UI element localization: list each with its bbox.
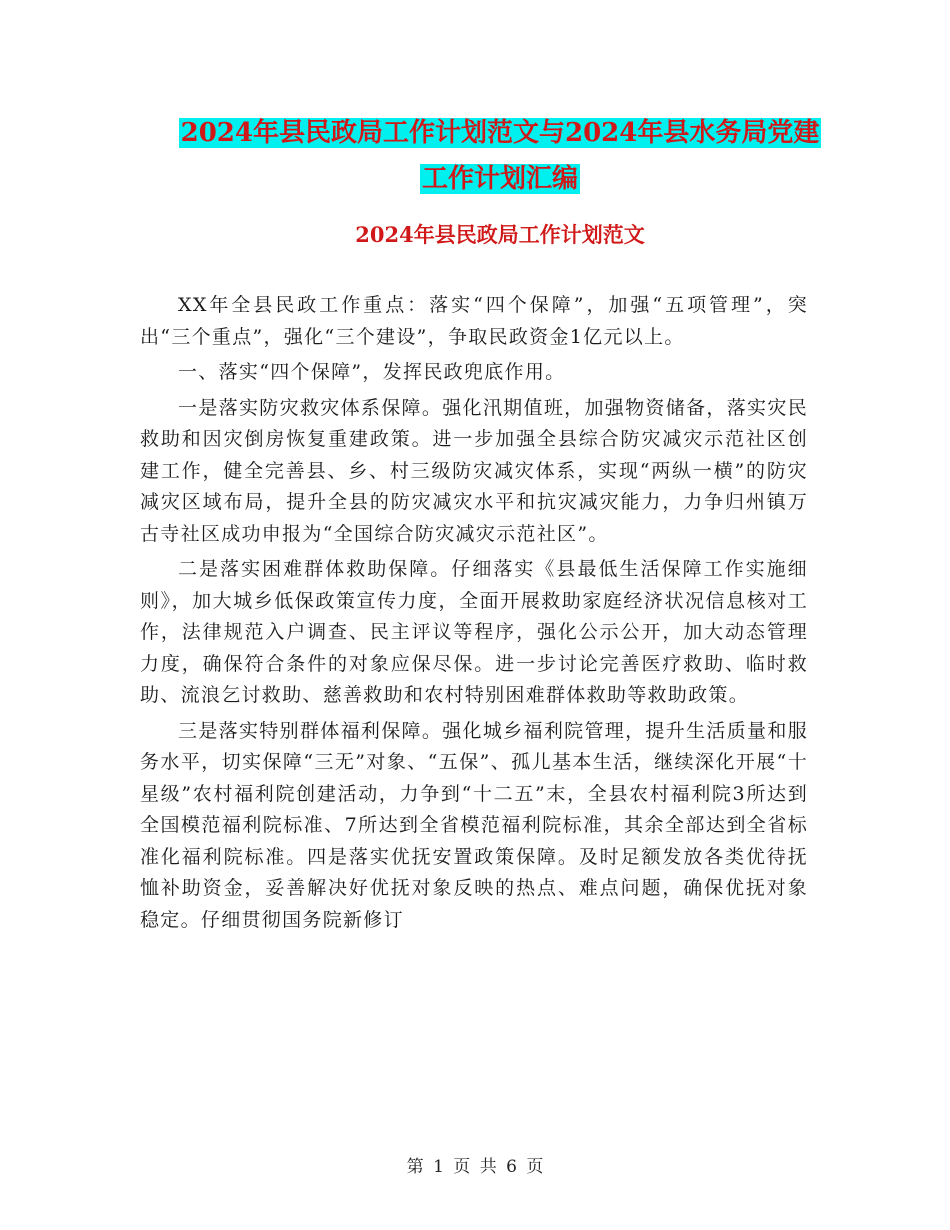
document-title-line-1: 2024年县民政局工作计划范文与2024年县水务局党建 bbox=[180, 118, 820, 148]
section-title: 2024年县民政局工作计划范文 bbox=[355, 222, 645, 247]
body-paragraph: 二是落实困难群体救助保障。仔细落实《县最低生活保障工作实施细则》，加大城乡低保政策宣传力度，全面开展救助家庭经济状况信息核对工作，法律规范入户调查、民主评议等程序，强化公示公开，加大动态管理力度，确保符合条件的对象应保尽保。进一步讨论完善医疗救助、临时救助、流浪乞讨救助、慈善救助和农村特别困难群体救助等救助政策。 bbox=[140, 558, 808, 706]
body-paragraph: XX年全县民政工作重点：落实“四个保障”，加强“五项管理”，突出“三个重点”，强化“三个建设”，争取民政资金1亿元以上。 bbox=[140, 294, 808, 348]
page-number-footer: 第 1 页 共 6 页 bbox=[406, 1157, 544, 1177]
document-title-line-2: 工作计划汇编 bbox=[421, 164, 578, 194]
body-paragraph: 一、落实“四个保障”，发挥民政兜底作用。 bbox=[178, 361, 566, 383]
body-paragraph: 三是落实特别群体福利保障。强化城乡福利院管理，提升生活质量和服务水平，切实保障“三无”对象、“五保”、孤儿基本生活，继续深化开展“十星级”农村福利院创建活动，力争到“十二五”末，全县农村福利院3所达到全国模范福利院标准、7所达到全省模范福利院标准，其余全部达到全省标准化福利院标准。四是落实优抚安置政策保障。及时足额发放各类优待抚恤补助资金，妥善解决好优抚对象反映的热点、难点问题，确保优抚对象稳定。仔细贯彻国务院新修订 bbox=[140, 719, 808, 931]
document-body bbox=[140, 290, 808, 940]
body-paragraph: 一是落实防灾救灾体系保障。强化汛期值班，加强物资储备，落实灾民救助和因灾倒房恢复重建政策。进一步加强全县综合防灾减灾示范社区创建工作，健全完善县、乡、村三级防灾减灾体系，实现“两纵一横”的防灾减灾区域布局，提升全县的防灾减灾水平和抗灾减灾能力，力争归州镇万古寺社区成功申报为“全国综合防灾减灾示范社区”。 bbox=[140, 396, 808, 545]
document-title bbox=[120, 110, 880, 202]
